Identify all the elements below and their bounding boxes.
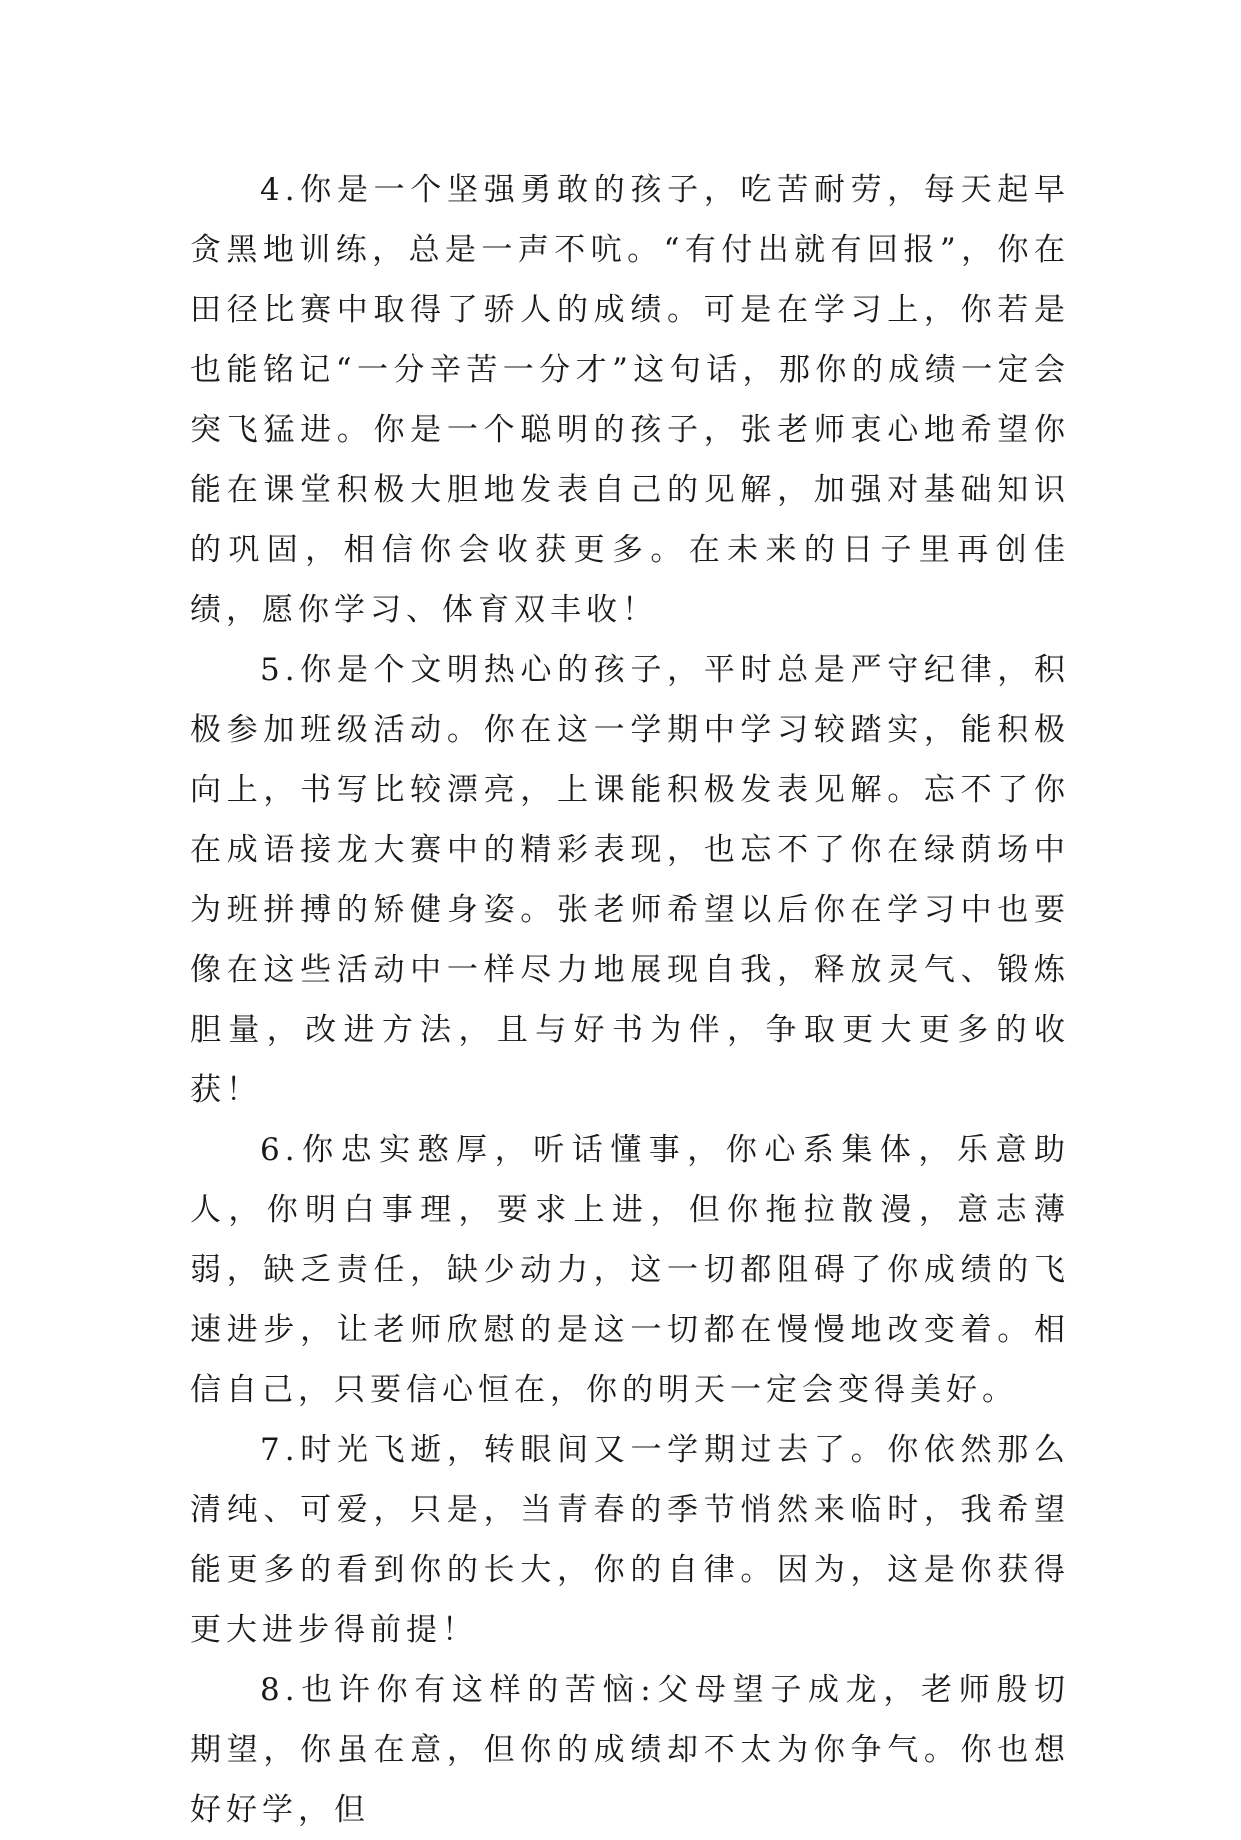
comment-paragraph-6: 6.你忠实憨厚，听话懂事，你心系集体，乐意助人，你明白事理，要求上进，但你拖拉散漫，意志薄弱，缺乏责任，缺少动力，这一切都阻碍了你成绩的飞速进步，让老师欣慰的是这一切都在慢慢地改变着。相信自己，只要信心恒在，你的明天一定会变得美好。 (190, 1132, 1070, 1408)
comment-paragraph-8: 8.也许你有这样的苦恼:父母望子成龙，老师殷切期望，你虽在意，但你的成绩却不太为你争气。你也想好好学，但 (190, 1672, 1070, 1828)
comment-paragraph-5: 5.你是个文明热心的孩子，平时总是严守纪律，积极参加班级活动。你在这一学期中学习较踏实，能积极向上，书写比较漂亮，上课能积极发表见解。忘不了你在成语接龙大赛中的精彩表现，也忘不了你在绿荫场中为班拼搏的矫健身姿。张老师希望以后你在学习中也要像在这些活动中一样尽力地展现自我，释放灵气、锻炼胆量，改进方法，且与好书为伴，争取更大更多的收获！ (190, 652, 1070, 1108)
comment-paragraph-7: 7.时光飞逝，转眼间又一学期过去了。你依然那么清纯、可爱，只是，当青春的季节悄然来临时，我希望能更多的看到你的长大，你的自律。因为，这是你获得更大进步得前提！ (190, 1432, 1070, 1648)
document-body (190, 160, 1070, 1840)
comment-paragraph-4: 4.你是一个坚强勇敢的孩子，吃苦耐劳，每天起早贪黑地训练，总是一声不吭。“有付出就有回报”，你在田径比赛中取得了骄人的成绩。可是在学习上，你若是也能铭记“一分辛苦一分才”这句话，那你的成绩一定会突飞猛进。你是一个聪明的孩子，张老师衷心地希望你能在课堂积极大胆地发表自己的见解，加强对基础知识的巩固，相信你会收获更多。在未来的日子里再创佳绩，愿你学习、体育双丰收！ (190, 172, 1070, 628)
